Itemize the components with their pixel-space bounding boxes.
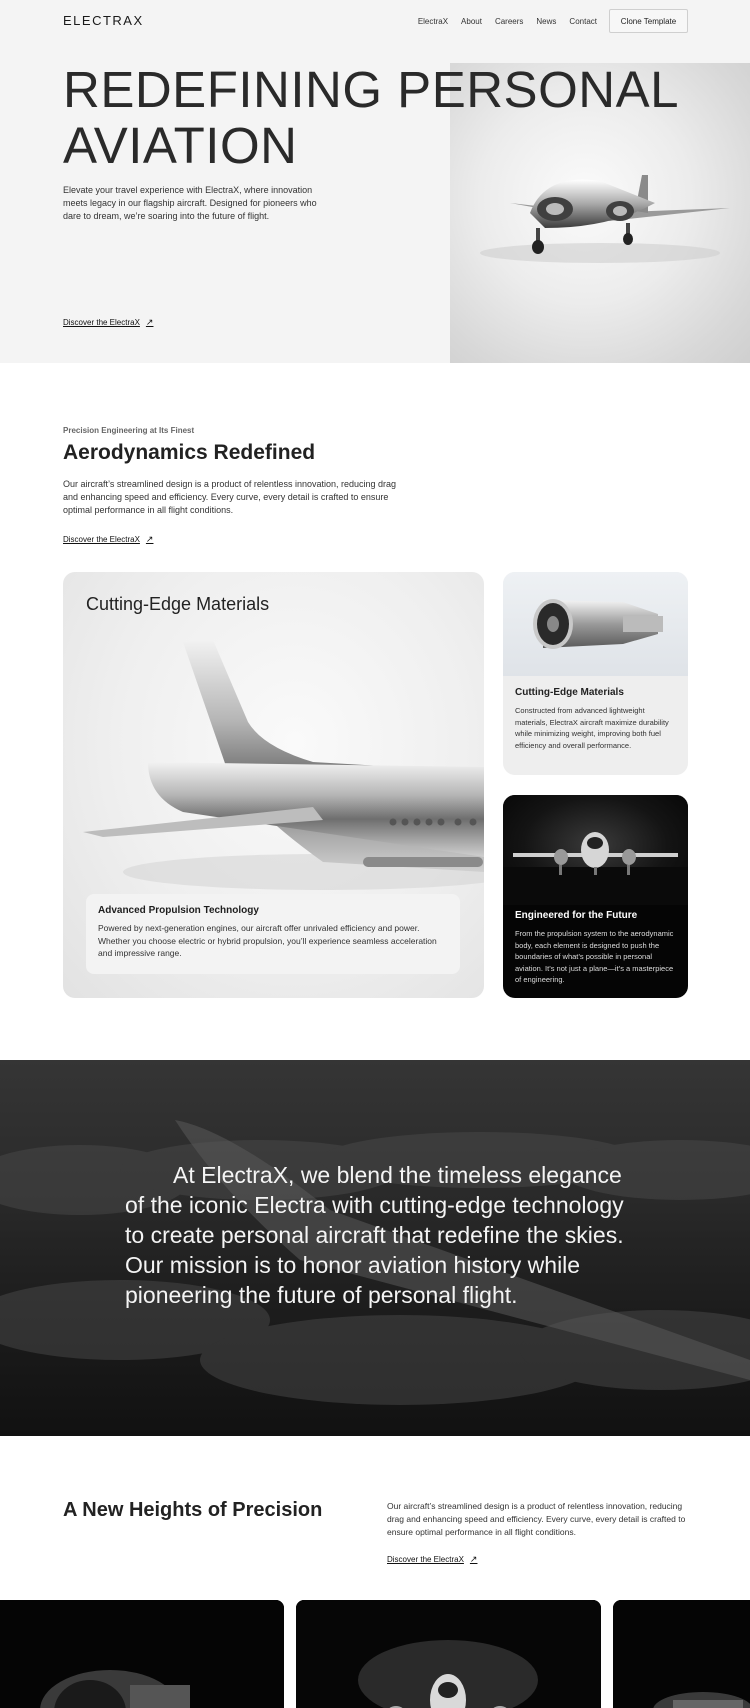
hero-discover-link[interactable] bbox=[63, 317, 153, 328]
gallery-card-aircraft[interactable] bbox=[296, 1600, 601, 1708]
hero-title bbox=[63, 62, 743, 174]
arrow-up-right-icon: ↗ bbox=[145, 317, 154, 327]
aero-discover-link[interactable] bbox=[63, 534, 153, 545]
precision-description: Our aircraft’s streamlined design is a product of relentless innovation, reducing drag and enhancing speed and efficiency. Every curve, every detail is crafted to ensure optimal performance in all flight conditions. bbox=[387, 1501, 686, 1537]
hero-section bbox=[0, 0, 750, 363]
nav-link-careers[interactable]: Careers bbox=[494, 17, 524, 26]
precision-discover-link-label: Discover the ElectraX bbox=[387, 1555, 464, 1564]
propulsion-info-box bbox=[86, 894, 460, 974]
nav-links bbox=[418, 17, 597, 26]
nav-link-news[interactable]: News bbox=[536, 17, 557, 26]
propulsion-text: Powered by next-generation engines, our aircraft offer unrivaled efficiency and power. Whether you choose electric or hybrid propulsion, you’ll experience seamless acceleration and impressive range. bbox=[98, 923, 437, 958]
nav-link-electrax[interactable]: ElectraX bbox=[417, 17, 449, 26]
aero-eyebrow: Precision Engineering at Its Finest bbox=[63, 426, 195, 435]
logo[interactable]: ELECTRAX bbox=[63, 13, 144, 28]
jet-engine-image bbox=[503, 572, 688, 676]
gallery-card-engine[interactable] bbox=[0, 1600, 284, 1708]
top-nav bbox=[0, 0, 750, 44]
engineered-card bbox=[503, 795, 688, 998]
propulsion-title: Advanced Propulsion Technology bbox=[98, 905, 259, 916]
gallery-card-detail[interactable] bbox=[613, 1600, 750, 1708]
engineered-card-text: From the propulsion system to the aerodynamic body, each element is designed to push the boundaries of what’s possible in personal aviation. It’s not just a plane—it’s a masterpiece of engineering. bbox=[515, 929, 674, 984]
hero-title-line-2: AVIATION bbox=[63, 117, 298, 174]
hero-discover-link-label: Discover the ElectraX bbox=[63, 318, 140, 327]
mission-section bbox=[0, 1060, 750, 1436]
materials-feature-card bbox=[63, 572, 484, 998]
nav-link-about[interactable]: About bbox=[461, 17, 482, 26]
dark-aircraft-image bbox=[503, 795, 688, 905]
precision-discover-link[interactable] bbox=[387, 1554, 477, 1565]
mission-statement: At ElectraX, we blend the timeless elegance of the iconic Electra with cutting-edge technology to create personal aircraft that redefine the skies. Our mission is to honor aviation history while pioneering the future of personal flight. bbox=[125, 1162, 624, 1308]
aero-title: Aerodynamics Redefined bbox=[63, 441, 316, 464]
hero-description: Elevate your travel experience with ElectraX, where innovation meets legacy in our flagship aircraft. Designed for pioneers who dare to dream, we’re soaring into the future of flight. bbox=[63, 185, 317, 221]
aero-description: Our aircraft’s streamlined design is a product of relentless innovation, reducing drag and enhancing speed and efficiency. Every curve, every detail is crafted to ensure optimal performance in all flight conditions. bbox=[63, 479, 397, 515]
engineered-card-title: Engineered for the Future bbox=[515, 910, 638, 921]
precision-title: A New Heights of Precision bbox=[63, 1499, 323, 1521]
materials-card-text: Constructed from advanced lightweight materials, ElectraX aircraft maximize durability while minimizing weight, improving both fuel efficiency and overall performance. bbox=[515, 706, 669, 750]
hero-title-line-1: REDEFINING PERSONAL bbox=[63, 61, 679, 118]
materials-card-title: Cutting-Edge Materials bbox=[515, 687, 624, 698]
materials-card bbox=[503, 572, 688, 775]
materials-card-title: Cutting-Edge Materials bbox=[86, 594, 270, 614]
nav-link-contact[interactable]: Contact bbox=[569, 17, 597, 26]
arrow-up-right-icon: ↗ bbox=[469, 1554, 478, 1564]
aero-discover-link-label: Discover the ElectraX bbox=[63, 535, 140, 544]
arrow-up-right-icon: ↗ bbox=[145, 534, 154, 544]
clone-template-button[interactable]: Clone Template bbox=[609, 9, 688, 33]
